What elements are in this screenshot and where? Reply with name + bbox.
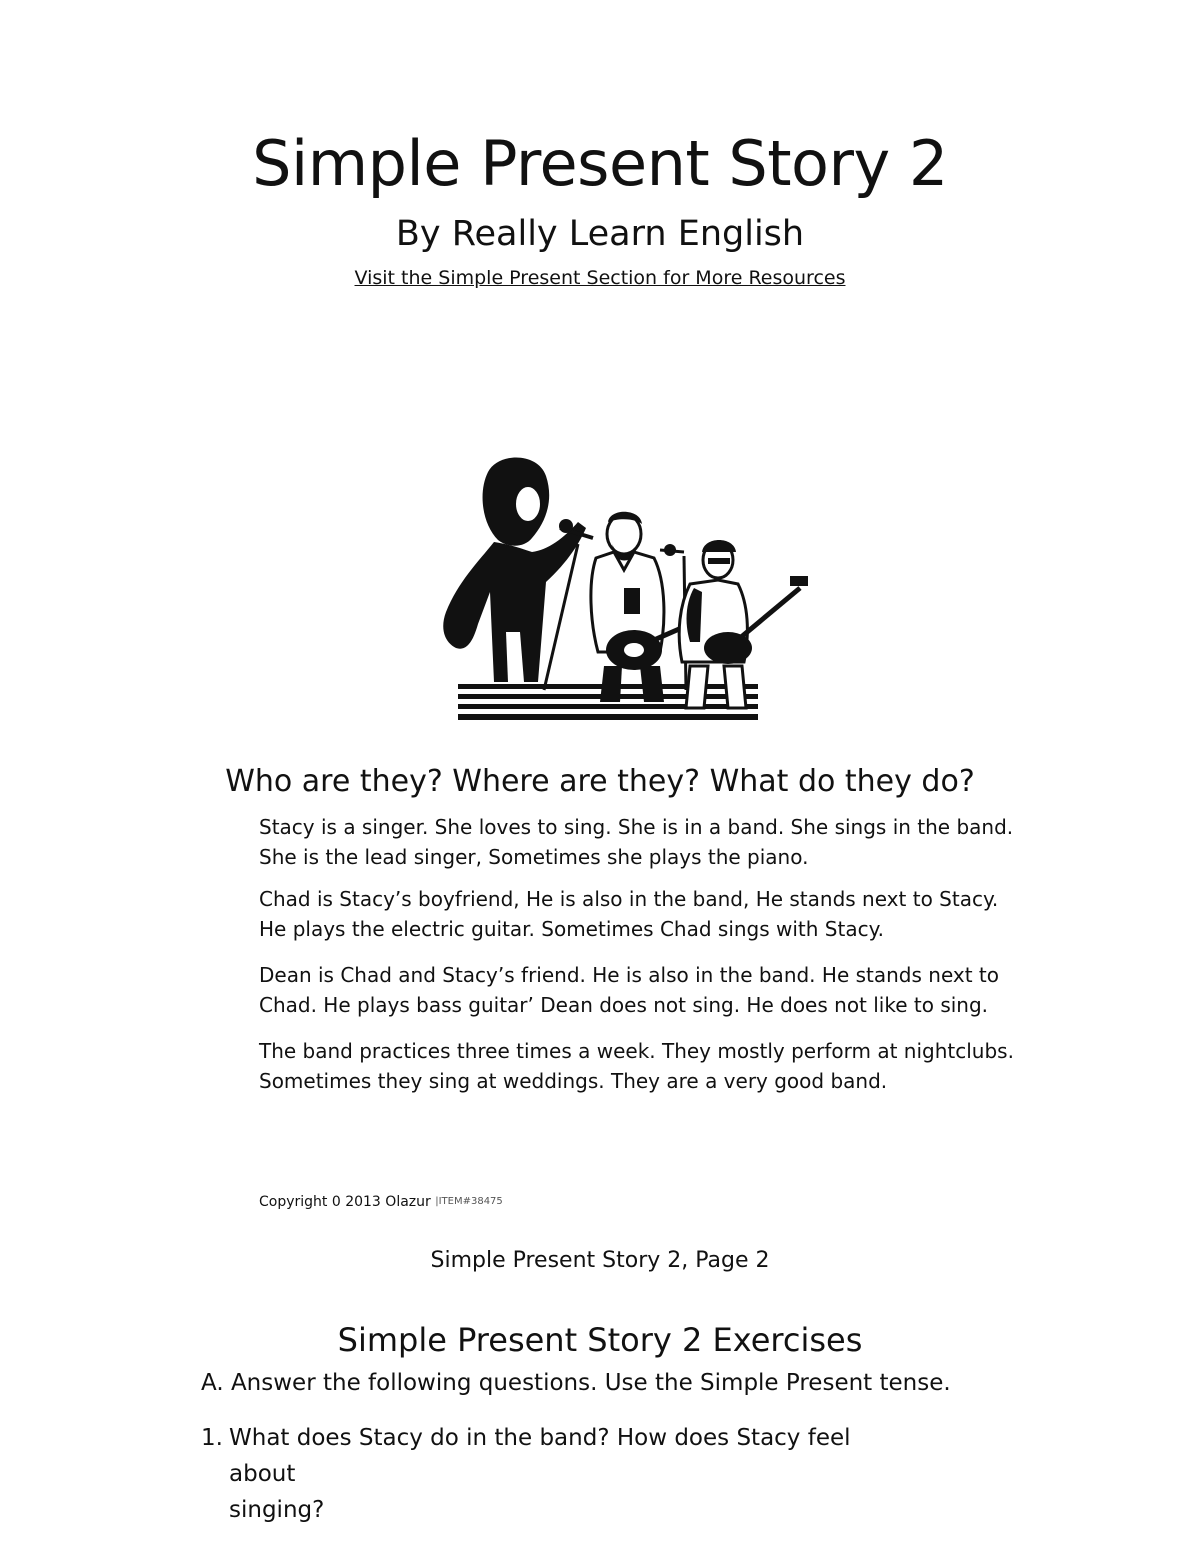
story-heading: Who are they? Where are they? What do they do? (225, 764, 975, 799)
story-line: Chad is Stacy’s boyfriend, He is also in the band, He stands next to Stacy. (259, 887, 999, 911)
resources-link[interactable]: Visit the Simple Present Section for More Resources (354, 267, 846, 289)
story-line: Dean is Chad and Stacy’s friend. He is also in the band. He stands next to (259, 963, 1000, 987)
exercises-heading: Simple Present Story 2 Exercises (337, 1321, 863, 1359)
item-code: |ITEM#38475 (435, 1196, 503, 1207)
copyright-text: Copyright 0 2013 Olazur (259, 1194, 431, 1210)
resources-link-row (0, 264, 1200, 292)
story-paragraph (259, 812, 1019, 872)
copyright-notice (259, 1192, 503, 1212)
question-number: 1. (201, 1425, 223, 1451)
story-line: Sometimes they sing at weddings. They are a very good band. (259, 1069, 888, 1093)
question-line: What does Stacy do in the band? How does Stacy feel about (229, 1425, 851, 1487)
question-line: singing? (229, 1497, 325, 1523)
rock-band-illustration-icon (428, 452, 812, 722)
question-text (229, 1420, 919, 1528)
story-line: She is the lead singer, Sometimes she plays the piano. (259, 845, 809, 869)
exercise-instruction: A. Answer the following questions. Use the Simple Present tense. (201, 1370, 951, 1396)
story-line: He plays the electric guitar. Sometimes Chad sings with Stacy. (259, 917, 884, 941)
story-paragraph (259, 960, 1019, 1020)
byline: By Really Learn English (395, 214, 805, 254)
story-line: The band practices three times a week. They mostly perform at nightclubs. (259, 1039, 1014, 1063)
story-paragraph (259, 1036, 1019, 1096)
page-title: Simple Present Story 2 (252, 127, 948, 200)
exercise-question (201, 1420, 961, 1528)
story-line: Chad. He plays bass guitar’ Dean does not sing. He does not like to sing. (259, 993, 989, 1017)
story-paragraph (259, 884, 1019, 944)
story-line: Stacy is a singer. She loves to sing. She is in a band. She sings in the band. (259, 815, 1014, 839)
page-label: Simple Present Story 2, Page 2 (430, 1248, 770, 1273)
